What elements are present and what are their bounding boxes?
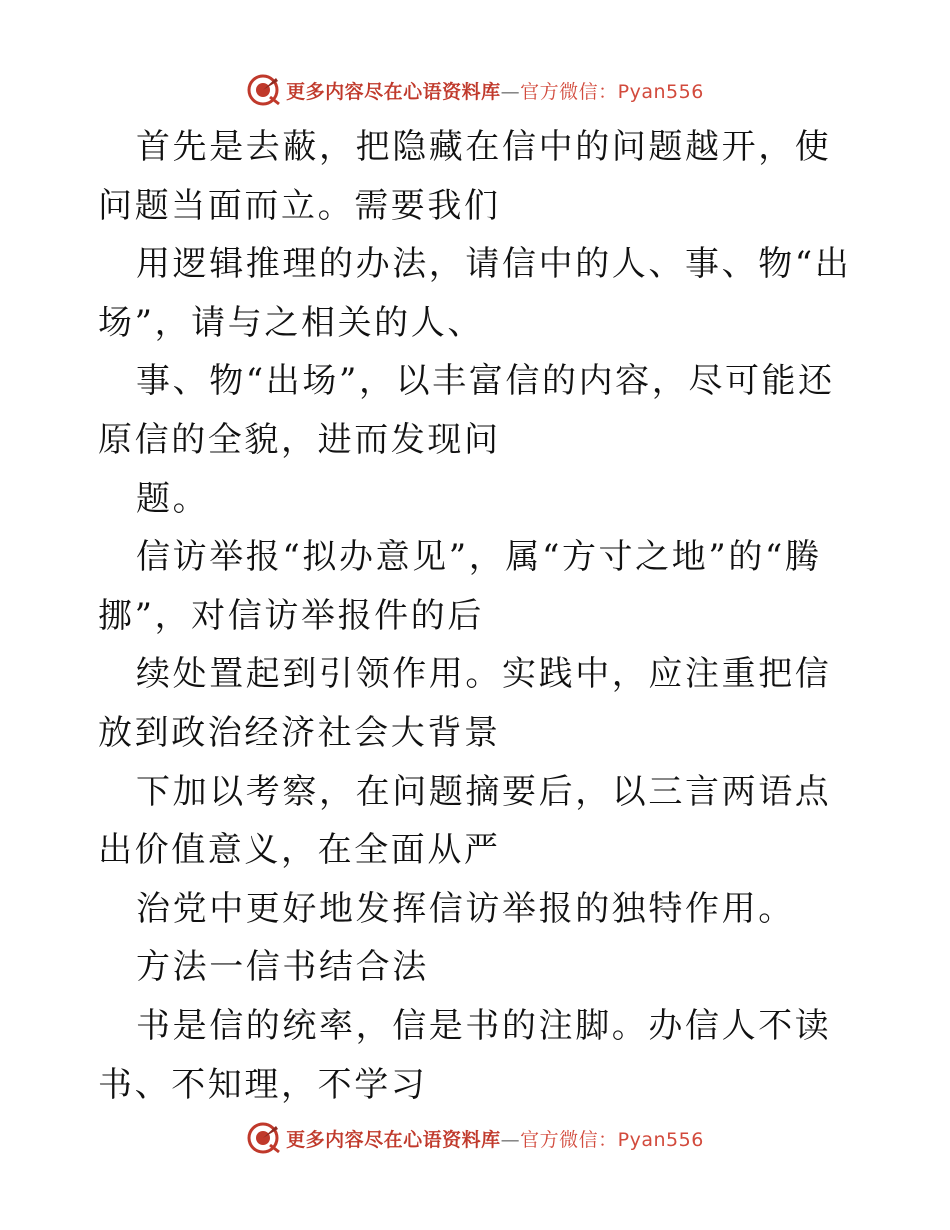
banner-text: 更多内容尽在心语资料库—官方微信：Pyan556	[286, 80, 704, 103]
document-body	[98, 118, 858, 1114]
footer-banner	[0, 1118, 950, 1158]
logo-icon	[246, 73, 280, 107]
banner-text: 更多内容尽在心语资料库—官方微信：Pyan556	[286, 1128, 704, 1151]
paragraph: 书是信的统率，信是书的注脚。办信人不读书、不知理，不学习	[98, 1005, 832, 1105]
paragraph: 信访举报“拟办意见”，属“方寸之地”的“腾挪”，对信访举报件的后	[98, 537, 822, 636]
paragraph: 续处置起到引领作用。实践中，应注重把信放到政治经济社会大背景	[98, 654, 832, 753]
logo-icon	[246, 1121, 280, 1155]
paragraph: 治党中更好地发挥信访举报的独特作用。	[136, 888, 795, 929]
section-heading: 方法一信书结合法	[136, 947, 429, 988]
paragraph: 首先是去蔽，把隐藏在信中的问题越开，使问题当面而立。需要我们	[98, 127, 832, 226]
paragraph: 题。	[136, 478, 210, 519]
header-banner	[0, 70, 950, 110]
paragraph: 下加以考察，在问题摘要后，以三言两语点出价值意义，在全面从严	[98, 771, 832, 871]
paragraph: 事、物“出场”，以丰富信的内容，尽可能还原信的全貌，进而发现问	[98, 361, 835, 460]
paragraph: 用逻辑推理的办法，请信中的人、事、物“出场”，请与之相关的人、	[98, 244, 852, 343]
